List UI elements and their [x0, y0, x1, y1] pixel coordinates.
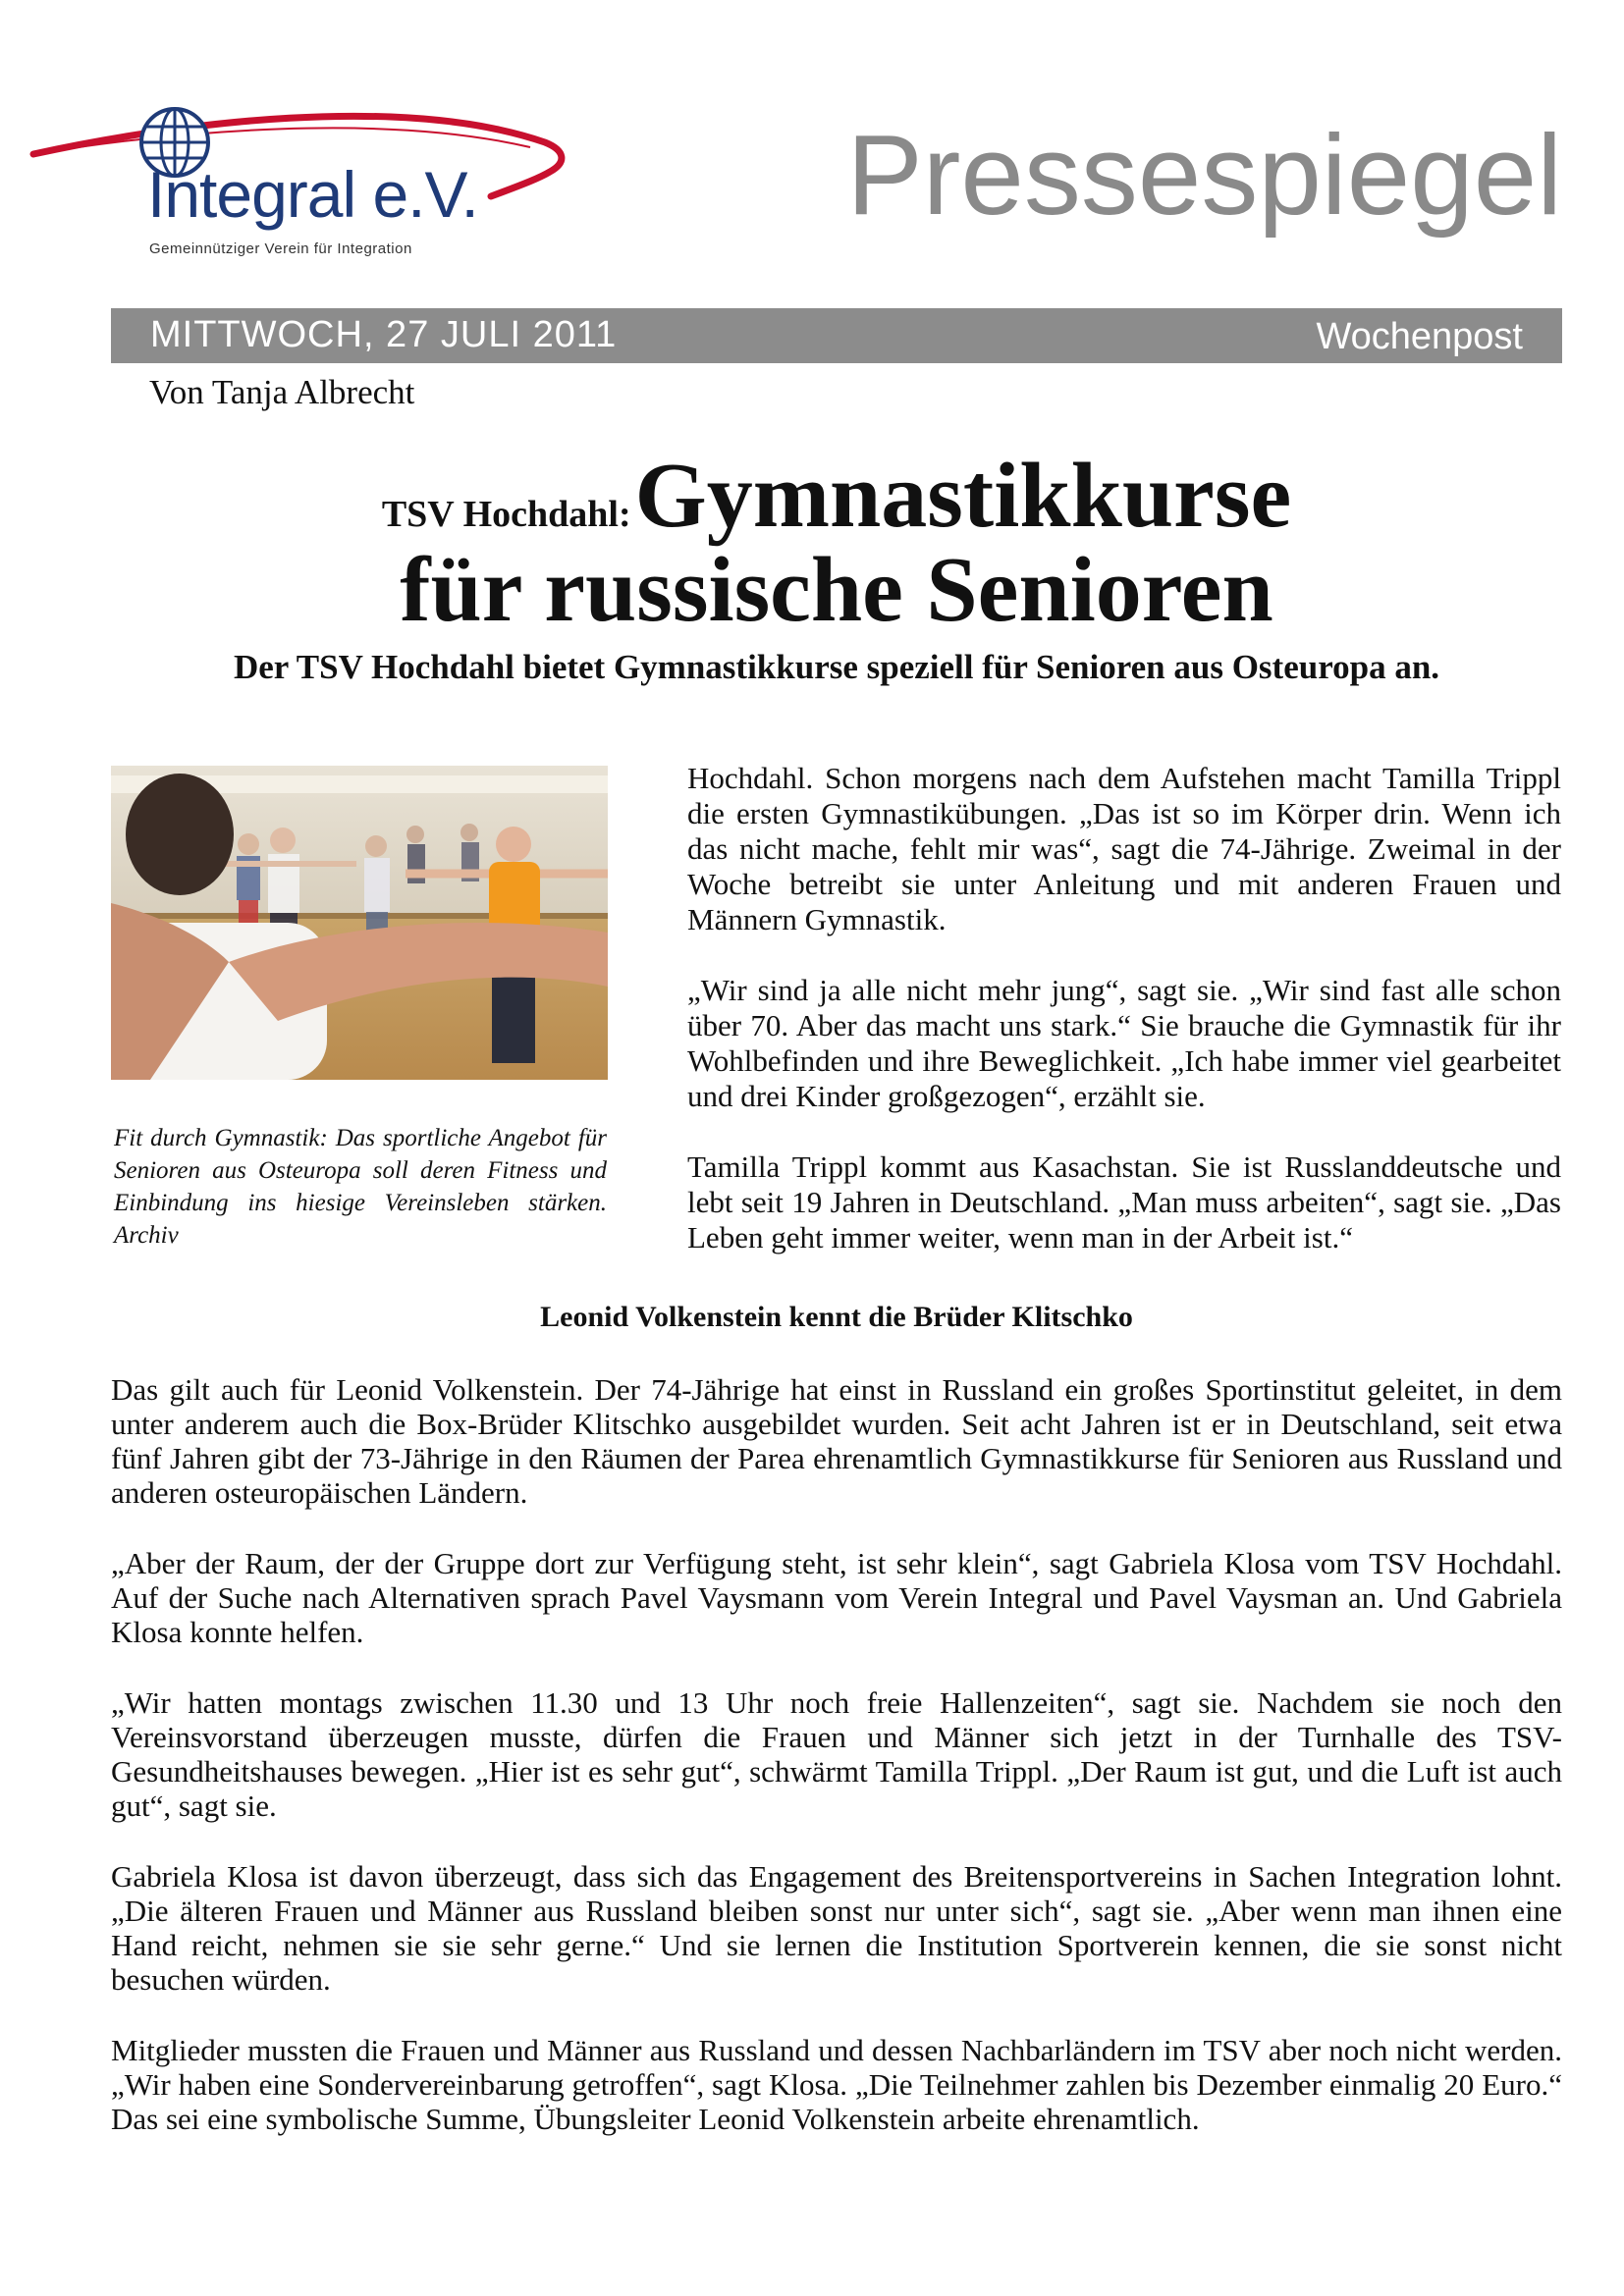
- byline: Von Tanja Albrecht: [149, 373, 415, 411]
- headline: [111, 445, 1562, 641]
- body-paragraph: Gabriela Klosa ist davon überzeugt, dass sich das Engagement des Breitensportvereins in Sachen Integration lohnt. „Die älteren Frauen und Männer aus Russland bleiben sonst nur unter sich“, sagt sie. „Aber wenn man ihnen eine Hand reicht, nehmen sie sie sehr gerne.“ Und sie lernen die Institution Sportverein kennen, die sie sonst nicht besuchen würden.: [111, 1859, 1562, 1997]
- section-title: Leonid Volkenstein kennt die Brüder Klitschko: [540, 1301, 1133, 1333]
- publication-source: Wochenpost: [1316, 316, 1523, 357]
- publication-date: MITTWOCH, 27 JULI 2011: [150, 314, 618, 355]
- date-bar: [111, 308, 1562, 363]
- article-photo: [111, 766, 608, 1080]
- logo-tagline: Gemeinnütziger Verein für Integration: [149, 240, 412, 257]
- body-paragraph: Das gilt auch für Leonid Volkenstein. Der 74-Jährige hat einst in Russland ein großes Sportinstitut geleitet, in dem unter anderem auch die Box-Brüder Klitschko ausgebildet wurden. Seit acht Jahren ist er in Deutschland, seit etwa fünf Jahren gibt der 73-Jährige in den Räumen der Parea ehrenamtlich Gymnastikkurse für Senioren aus Russland und anderen osteuropäischen Ländern.: [111, 1372, 1562, 1510]
- body-paragraph: Mitglieder mussten die Frauen und Männer aus Russland und dessen Nachbarländern im TSV aber noch nicht werden. „Wir haben eine Sondervereinbarung getroffen“, sagt Klosa. „Die Teilnehmer zahlen bis Dezember einmalig 20 Euro.“ Das sei eine symbolische Summe, Übungsleiter Leonid Volkenstein arbeite ehrenamtlich.: [111, 2033, 1562, 2136]
- intro-paragraph: Hochdahl. Schon morgens nach dem Aufstehen macht Tamilla Trippl die ersten Gymnastikübungen. „Das ist so im Körper drin. Wenn ich das nicht mache, fehlt mir was“, sagt die 74-Jährige. Zweimal in der Woche betreibt sie unter Anleitung und mit anderen Frauen und Männern Gymnastik.: [687, 761, 1561, 936]
- intro-paragraph: Tamilla Trippl kommt aus Kasachstan. Sie ist Russlanddeutsche und lebt seit 19 Jahren in Deutschland. „Man muss arbeiten“, sagt sie. „Das Leben geht immer weiter, wenn man in der Arbeit ist.“: [687, 1149, 1561, 1255]
- headline-kicker: TSV Hochdahl:: [381, 494, 631, 535]
- subheadline: Der TSV Hochdahl bietet Gymnastikkurse speziell für Senioren aus Osteuropa an.: [233, 648, 1440, 686]
- photo-caption: Fit durch Gymnastik: Das sportliche Angebot für Senioren aus Osteuropa soll deren Fitness und Einbindung ins hiesige Vereinsleben stärken. Archiv: [114, 1125, 607, 1249]
- body-paragraph: „Wir hatten montags zwischen 11.30 und 13 Uhr noch freie Hallenzeiten“, sagt sie. Nachdem sie noch den Vereinsvorstand überzeugen musste, dürfen die Frauen und Männer sich jetzt in der Turnhalle des TSV-Gesundheitshauses bewegen. „Hier ist es sehr gut“, schwärmt Tamilla Trippl. „Der Raum ist gut, und die Luft ist auch gut“, sagt sie.: [111, 1685, 1562, 1823]
- headline-title-line-2: für russische Senioren: [400, 538, 1273, 641]
- body-paragraph: „Aber der Raum, der der Gruppe dort zur Verfügung steht, ist sehr klein“, sagt Gabriela Klosa vom TSV Hochdahl. Auf der Suche nach Alternativen sprach Pavel Vaysmann vom Verein Integral und Pavel Vaysman an. Und Gabriela Klosa konnte helfen.: [111, 1546, 1562, 1649]
- logo-name: Integral e.V.: [147, 158, 478, 231]
- intro-paragraph: „Wir sind ja alle nicht mehr jung“, sagt sie. „Wir sind fast alle schon über 70. Aber das macht uns stark.“ Sie brauche die Gymnastik für ihr Wohlbefinden und ihre Beweglichkeit. „Ich habe immer viel gearbeitet und drei Kinder großgezogen“, erzählt sie.: [687, 973, 1561, 1113]
- masthead-title: Pressespiegel: [846, 111, 1562, 239]
- integral-logo: [29, 103, 579, 270]
- headline-title-line-1: Gymnastikkurse: [634, 445, 1292, 547]
- article-body: [111, 1372, 1562, 2172]
- article-intro-column: [687, 761, 1561, 1291]
